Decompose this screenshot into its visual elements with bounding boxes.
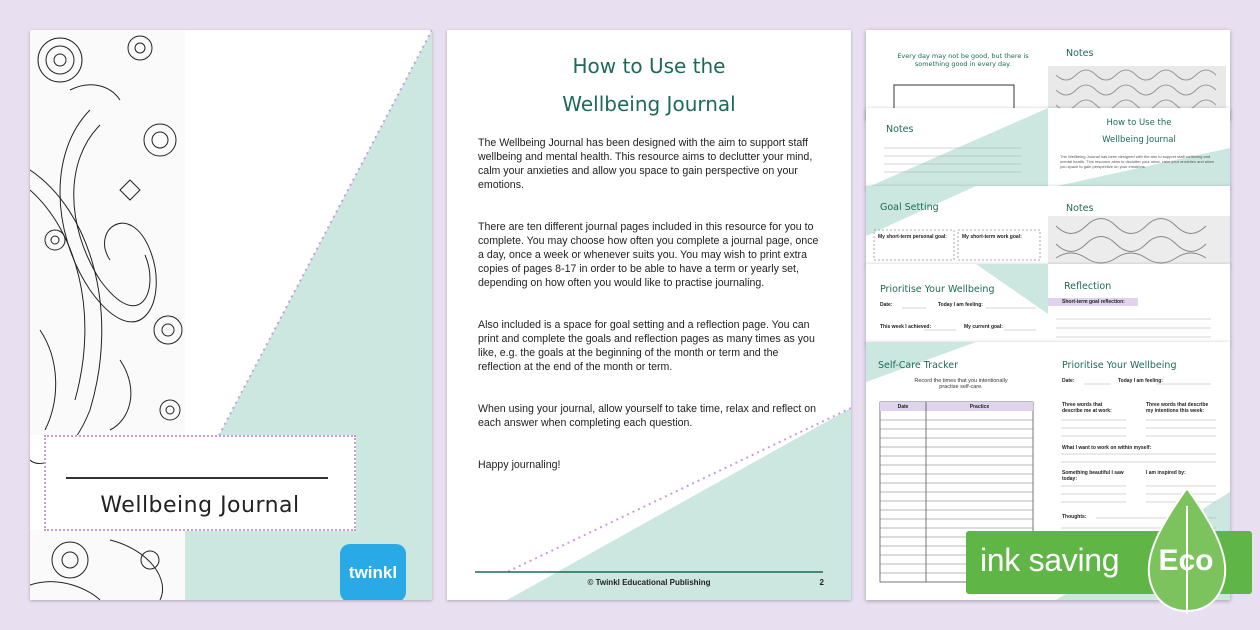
eco-text: Eco: [1158, 544, 1214, 577]
name-line: [66, 477, 328, 479]
achieved-label: This week I achieved:: [880, 324, 932, 330]
prioritise-reflection-graphic: [866, 264, 1230, 344]
guide-page-number: 2: [819, 578, 824, 587]
prioritise-reflection-page: [866, 264, 1230, 344]
guide-page: [447, 30, 851, 600]
short-personal-goal-label: My short-term personal goal:: [878, 234, 947, 240]
short-work-goal-label: My short-term work goal:: [962, 234, 1022, 240]
short-goal-reflection-label: Short-term goal reflection:: [1062, 299, 1125, 305]
prioritise-title-1: Prioritise Your Wellbeing: [880, 284, 995, 295]
ink-saving-text: ink saving: [980, 542, 1120, 578]
quote-notes-graphic: [866, 30, 1230, 120]
guide-paragraph: There are ten different journal pages included in this resource for you to complete. You may choose how often you complete a journal page, once a day, once a week or whenever suits you. You may wish to print extra copies of pages 8-17 in order to be able to have a term or yearly set, depending on how often you would like to practise journaling.: [478, 221, 819, 289]
mini-guide-text: The Wellbeing Journal has been designed with the aim to support staff wellbeing and mental health. This resource aims to declutter your mind, calm your anxieties and allow you space to gain perspective on your emotions.: [1060, 154, 1214, 169]
feeling-label-1: Today I am feeling:: [938, 302, 983, 308]
quote-notes-page: [866, 30, 1230, 120]
three-words-work-label: Three words that describe me at work:: [1062, 402, 1112, 414]
cover-title: Wellbeing Journal: [100, 493, 300, 518]
cover-title-box: [44, 435, 356, 531]
guide-paragraph: The Wellbeing Journal has been designed with the aim to support staff wellbeing and mental health. This resource aims to declutter your mind, calm your anxieties and allow you space to gain perspective on your emotions.: [478, 137, 813, 191]
date-label-1: Date:: [880, 302, 893, 308]
col-practice-header: Practice: [969, 404, 990, 410]
notes-title-1: Notes: [1066, 48, 1094, 59]
guide-paragraph: Also included is a space for goal setting and a reflection page. You can print and complete the goals and reflection pages as many times as you like, e.g. the goals at the beginning of the month or term and the reflection at the end of the month or term.: [478, 319, 815, 373]
notes-title-3: Notes: [1066, 203, 1094, 214]
guide-paragraph: Happy journaling!: [478, 459, 561, 471]
cover-page: [30, 30, 432, 600]
beautiful-label: Something beautiful I saw today:: [1062, 470, 1124, 482]
eco-leaf-icon: [1144, 486, 1230, 621]
date-label-2: Date:: [1062, 378, 1075, 384]
current-goal-label: My current goal:: [964, 324, 1003, 330]
notes-title-2: Notes: [886, 124, 914, 135]
inspired-label: I am inspired by:: [1146, 470, 1186, 476]
self-care-title: Self-Care Tracker: [878, 360, 959, 371]
three-words-intentions-label: Three words that describe my intentions this week:: [1146, 402, 1209, 414]
self-care-subtitle: Record the times that you intentionally practise self-care.: [914, 378, 1008, 390]
guide-footer: © Twinkl Educational Publishing: [587, 578, 711, 587]
goal-setting-title: Goal Setting: [880, 202, 939, 213]
mini-guide-title-2: Wellbeing Journal: [1102, 135, 1176, 145]
goals-notes-graphic: [866, 186, 1230, 266]
guide-paragraph: When using your journal, allow yourself to take time, relax and reflect on each answer when completing each question.: [478, 403, 816, 429]
col-date-header: Date: [897, 404, 909, 410]
thoughts-label: Thoughts:: [1062, 514, 1087, 520]
goals-notes-page: [866, 186, 1230, 266]
quote-text: Every day may not be good, but there is something good in every day.: [897, 52, 1029, 68]
reflection-title: Reflection: [1064, 281, 1112, 292]
twinkl-logo: twinkl: [340, 544, 406, 600]
guide-title-line1: How to Use the: [572, 54, 726, 78]
notes-guide-page: [866, 108, 1230, 188]
guide-body: [478, 136, 823, 500]
feeling-label-2: Today I am feeling:: [1118, 378, 1163, 384]
work-on-label: What I want to work on within myself:: [1062, 445, 1152, 451]
guide-title-line2: Wellbeing Journal: [562, 92, 736, 116]
mini-guide-title-1: How to Use the: [1106, 118, 1172, 128]
prioritise-title-2: Prioritise Your Wellbeing: [1062, 360, 1177, 371]
